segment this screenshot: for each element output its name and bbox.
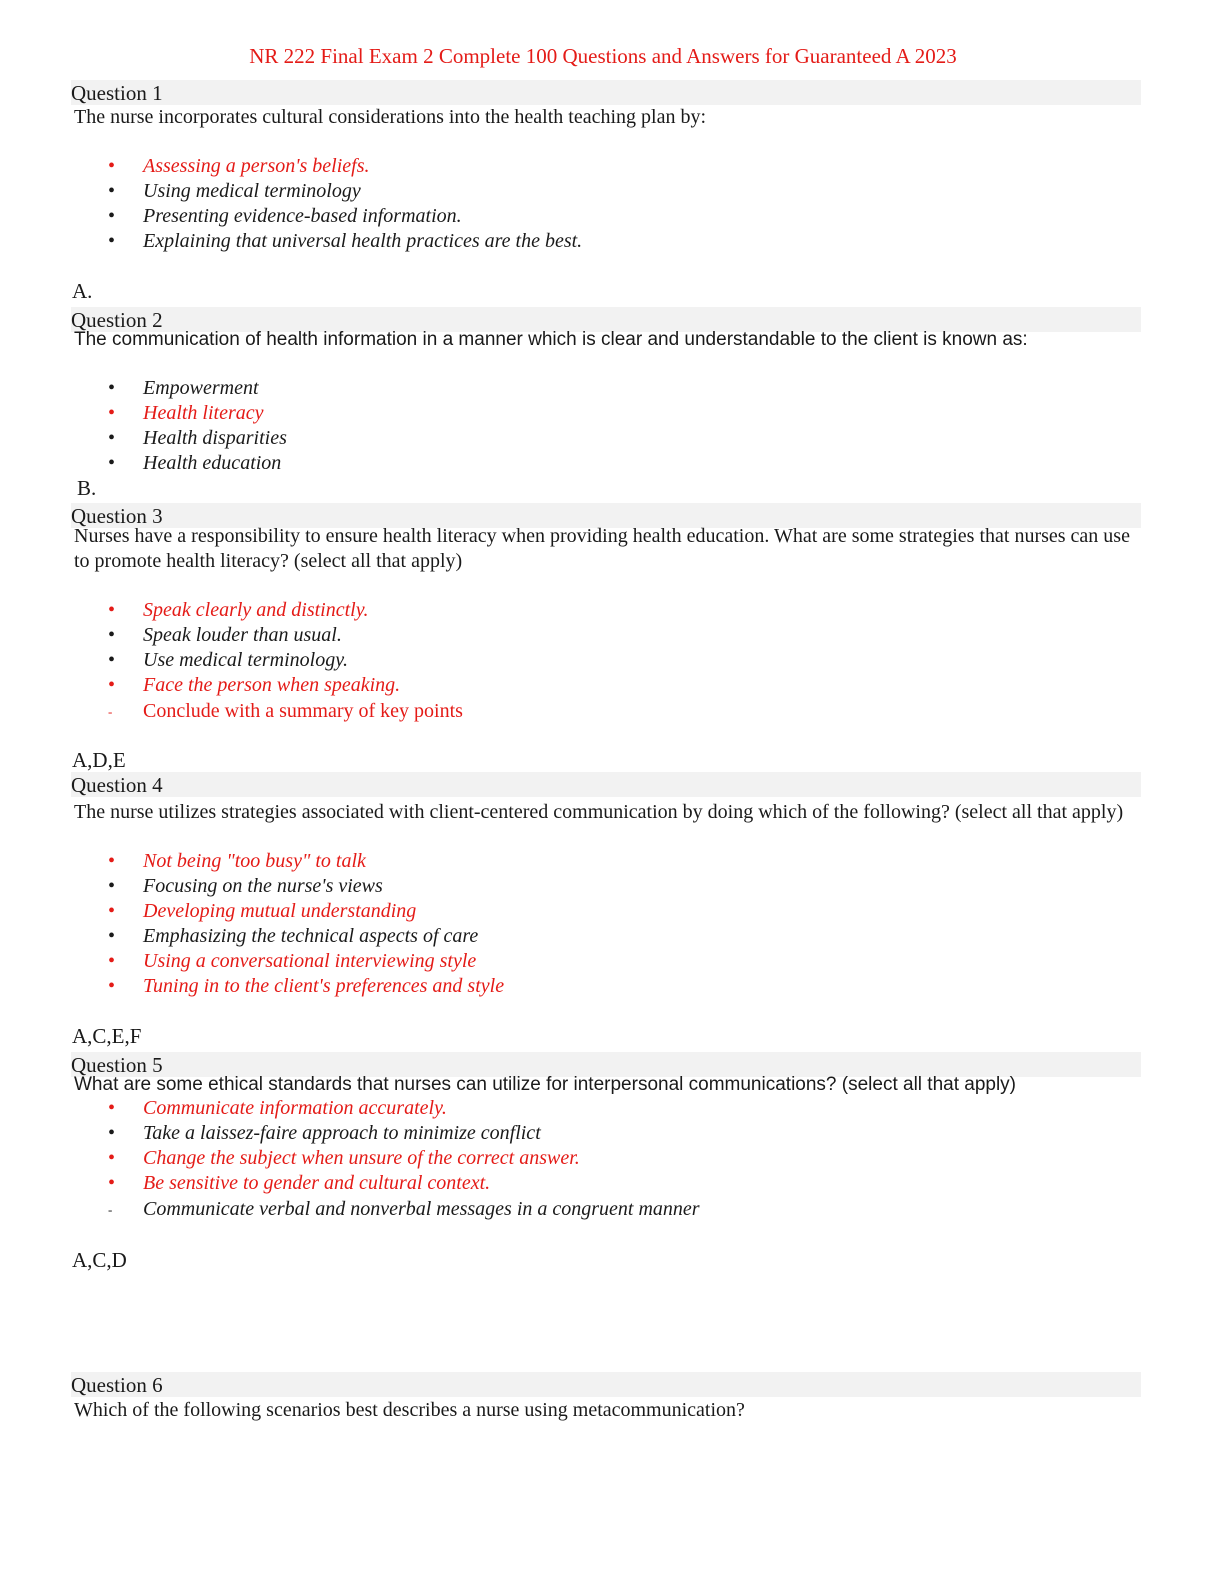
option-label: Developing mutual understanding: [143, 900, 417, 922]
bullet-icon: •: [108, 950, 116, 972]
option-label: Health disparities: [143, 427, 287, 449]
option-label: Assessing a person's beliefs.: [143, 155, 370, 177]
option-label: Not being "too busy" to talk: [143, 850, 366, 872]
option-label: Take a laissez-faire approach to minimize conflict: [143, 1122, 541, 1144]
answer-key: A,D,E: [72, 748, 126, 772]
option-b: [0, 874, 1150, 899]
question-text: What are some ethical standards that nurses can utilize for interpersonal communications? (select all that apply): [74, 1074, 1017, 1095]
option-label: Emphasizing the technical aspects of care: [143, 925, 479, 947]
option-list: [0, 376, 1150, 476]
option-label: Face the person when speaking.: [143, 674, 401, 696]
option-a: [0, 849, 1150, 874]
option-label: Change the subject when unsure of the correct answer.: [143, 1147, 580, 1169]
option-c: [0, 648, 1150, 673]
question-text: Which of the following scenarios best describes a nurse using metacommunication?: [74, 1399, 745, 1421]
question-header: Question 4: [71, 772, 1141, 797]
option-label: Use medical terminology.: [143, 649, 348, 671]
bullet-icon: •: [108, 850, 116, 872]
question-header: Question 5: [71, 1052, 1141, 1077]
question-text: The communication of health information in a manner which is clear and understandable to the client is known as:: [74, 329, 1028, 350]
question-header: Question 1: [71, 80, 1141, 105]
option-d: [0, 451, 1150, 476]
option-a: [0, 1096, 1150, 1121]
question-header: Question 3: [71, 503, 1141, 528]
option-a: [0, 598, 1150, 623]
option-b: [0, 1121, 1150, 1146]
option-c: [0, 899, 1150, 924]
bullet-icon: •: [108, 427, 116, 449]
option-a: [0, 376, 1150, 401]
bullet-icon: •: [108, 452, 116, 474]
question-header: Question 2: [71, 307, 1141, 332]
option-label: Using a conversational interviewing style: [143, 950, 477, 972]
option-list: [0, 849, 1150, 999]
bullet-icon: •: [108, 377, 116, 399]
bullet-icon: •: [108, 180, 116, 202]
question-text: Nurses have a responsibility to ensure health literacy when providing health education. What are some strategies that nurses can use to promote health literacy? (select all that apply): [74, 525, 1130, 572]
option-e: [0, 949, 1150, 974]
option-list: [0, 154, 1150, 254]
bullet-icon: •: [108, 402, 116, 424]
bullet-icon: •: [108, 230, 116, 252]
option-c: [0, 426, 1150, 451]
answer-key: A.: [72, 279, 93, 303]
bullet-icon: •: [108, 674, 116, 696]
bullet-icon: •: [108, 599, 116, 621]
option-label: Explaining that universal health practices are the best.: [143, 230, 583, 252]
bullet-icon: •: [108, 1097, 116, 1119]
answer-key: A,C,E,F: [72, 1024, 142, 1048]
option-b: [0, 623, 1150, 648]
option-label: Using medical terminology: [143, 180, 361, 202]
option-label: Speak louder than usual.: [143, 624, 342, 646]
bullet-icon: •: [108, 205, 116, 227]
answer-key: A,C,D: [72, 1248, 127, 1272]
option-label: Empowerment: [143, 377, 259, 399]
dash-icon: -: [108, 1202, 113, 1217]
question-text: The nurse incorporates cultural considerations into the health teaching plan by:: [74, 106, 707, 128]
option-d: [0, 673, 1150, 698]
option-list: [0, 598, 1150, 724]
bullet-icon: •: [108, 925, 116, 947]
bullet-icon: •: [108, 1147, 116, 1169]
option-d: [0, 229, 1150, 254]
dash-icon: -: [108, 704, 113, 719]
option-e: [0, 699, 1150, 724]
option-label: Communicate information accurately.: [143, 1097, 447, 1119]
option-e: [0, 1197, 1150, 1222]
bullet-icon: •: [108, 624, 116, 646]
bullet-icon: •: [108, 155, 116, 177]
option-c: [0, 204, 1150, 229]
option-label: Conclude with a summary of key points: [143, 700, 463, 722]
bullet-icon: •: [108, 1172, 116, 1194]
bullet-icon: •: [108, 975, 116, 997]
option-c: [0, 1146, 1150, 1171]
bullet-icon: •: [108, 875, 116, 897]
option-d: [0, 924, 1150, 949]
option-f: [0, 974, 1150, 999]
option-label: Presenting evidence-based information.: [143, 205, 462, 227]
answer-key: B.: [77, 476, 97, 500]
option-label: Tuning in to the client's preferences and style: [143, 975, 505, 997]
page-title: NR 222 Final Exam 2 Complete 100 Questions and Answers for Guaranteed A 2023: [249, 44, 957, 68]
option-label: Be sensitive to gender and cultural context.: [143, 1172, 491, 1194]
option-a: [0, 154, 1150, 179]
option-label: Communicate verbal and nonverbal messages in a congruent manner: [143, 1198, 700, 1220]
bullet-icon: •: [108, 649, 116, 671]
option-b: [0, 179, 1150, 204]
option-list: [0, 1096, 1150, 1222]
bullet-icon: •: [108, 900, 116, 922]
question-header: Question 6: [71, 1372, 1141, 1397]
option-label: Health education: [143, 452, 282, 474]
option-b: [0, 401, 1150, 426]
option-label: Focusing on the nurse's views: [143, 875, 383, 897]
question-text: The nurse utilizes strategies associated with client-centered communication by doing which of the following? (select all that apply): [74, 801, 1124, 823]
bullet-icon: •: [108, 1122, 116, 1144]
option-label: Health literacy: [143, 402, 264, 424]
option-d: [0, 1171, 1150, 1196]
option-label: Speak clearly and distinctly.: [143, 599, 369, 621]
